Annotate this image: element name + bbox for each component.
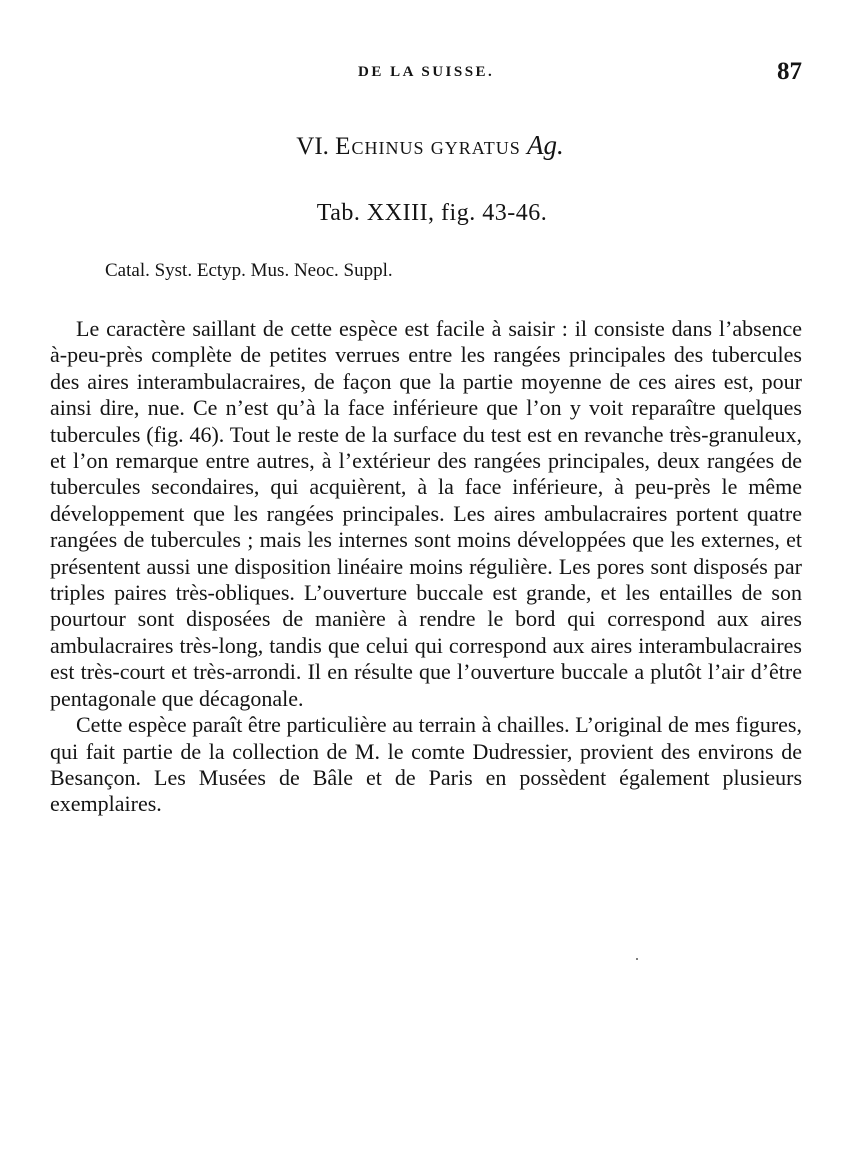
paragraph-description: Le caractère saillant de cette espèce est facile à saisir : il consiste dans l’absence à-peu-près complète de petites verrues entre les rangées principales des tubercules des aires interambulacraires, de façon que la partie moyenne de ces aires est, pour ainsi dire, nue. Ce n’est qu’à la face inférieure que l’on y voit reparaître quelques tubercules (fig. 46). Tout le reste de la surface du test est en revanche très-granuleux, et l’on remarque entre autres, à l’extérieur des rangées principales, deux rangées de tubercules secondaires, qui acquièrent, à la face inférieure, à peu-près le même développement que les rangées principales. Les aires ambulacraires portent quatre rangées de tubercules ; mais les internes sont moins développées que les externes, et présentent aussi une disposition linéaire moins régulière. Les pores sont disposés par triples paires très-obliques. L’ouverture buccale est grande, et les entailles de son pourtour sont disposées de manière à rendre le bord qui correspond aux aires ambulacraires très-long, tandis que celui qui correspond aux aires interambulacraires est très-court et très-arrondi. Il en résulte que l’ouverture buccale a plutôt l’air d’être pentagonale que décagonale. (50, 316, 802, 711)
catalog-reference: Catal. Syst. Ectyp. Mus. Neoc. Suppl. (105, 260, 393, 281)
genus-name: Echinus (335, 133, 425, 160)
body-text (50, 316, 802, 818)
running-head: DE LA SUISSE. (358, 64, 495, 80)
species-name: gyratus (430, 133, 521, 160)
plate-reference: Tab. XXIII, fig. 43-46. (316, 200, 548, 226)
print-speck (636, 958, 638, 960)
paragraph-provenance: Cette espèce paraît être particulière au terrain à chailles. L’original de mes figures, qui fait partie de la collection de M. le comte Dudressier, provient des environs de Besançon. Les Musées de Bâle et de Paris en possèdent également plusieurs exemplaires. (50, 712, 802, 817)
page-number: 87 (777, 58, 802, 85)
species-number: VI. (296, 133, 329, 160)
species-author: Ag. (526, 130, 564, 160)
species-heading (0, 130, 850, 161)
